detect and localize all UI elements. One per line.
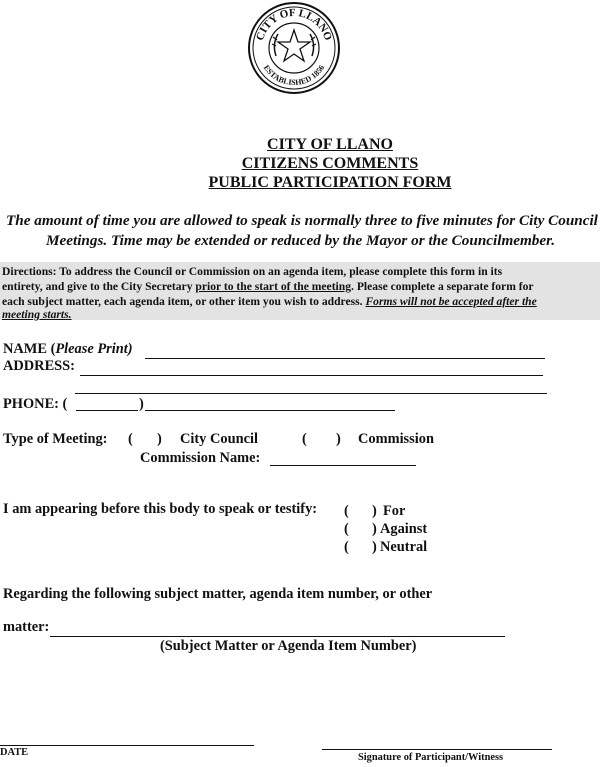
date-label: DATE xyxy=(0,747,29,758)
commission-name-label: Commission Name: xyxy=(140,450,261,466)
phone-close-paren: ) xyxy=(139,396,144,412)
matter-label: matter: xyxy=(3,619,50,635)
form-title-city: CITY OF LLANO xyxy=(267,136,393,153)
address-field-line-1[interactable] xyxy=(80,375,543,376)
option-for: For xyxy=(383,503,406,519)
signature-field[interactable] xyxy=(322,749,552,750)
date-field[interactable] xyxy=(0,745,254,746)
appearance-label: I am appearing before this body to speak or testify: xyxy=(3,501,318,517)
name-label-hint: Please Print) xyxy=(55,341,133,357)
subject-matter-field[interactable] xyxy=(50,636,505,637)
directions-line-1: Directions: To address the Council or Commission on an agenda item, please complete this form in its xyxy=(2,265,503,278)
against-checkbox-close[interactable]: ) xyxy=(372,521,377,537)
directions-line-2-end: . Please complete a separate form for xyxy=(351,280,534,293)
city-seal xyxy=(246,0,342,96)
option-against: Against xyxy=(380,521,428,537)
subject-matter-caption: (Subject Matter or Agenda Item Number) xyxy=(160,638,417,654)
commission-label: Commission xyxy=(358,431,434,447)
directions-warning: Forms will not be accepted after the xyxy=(365,295,537,308)
city-seal-graphic xyxy=(246,0,342,96)
directions-line-3-text: each subject matter, each agenda item, or other item you wish to address. xyxy=(2,295,366,308)
form-title-citizens: CITIZENS COMMENTS xyxy=(241,155,419,172)
for-checkbox-close[interactable]: ) xyxy=(372,503,377,519)
city-council-label: City Council xyxy=(180,431,258,447)
for-checkbox-open[interactable]: ( xyxy=(344,503,349,519)
neutral-checkbox-open[interactable]: ( xyxy=(344,539,349,555)
intro-line-2: Meetings. Time may be extended or reduced by the Mayor or the Councilmember. xyxy=(46,232,556,249)
phone-number-field[interactable] xyxy=(145,410,395,411)
name-field[interactable] xyxy=(145,358,545,359)
option-neutral: Neutral xyxy=(380,539,428,555)
city-council-checkbox-open[interactable]: ( xyxy=(128,431,133,447)
regarding-label: Regarding the following subject matter, agenda item number, or other xyxy=(3,586,433,602)
directions-line-4: meeting starts. xyxy=(2,308,72,321)
address-field-line-2[interactable] xyxy=(75,393,547,394)
svg-text:ESTABLISHED 1856: ESTABLISHED 1856 xyxy=(261,63,327,88)
commission-checkbox-close[interactable]: ) xyxy=(336,431,341,447)
commission-checkbox-open[interactable]: ( xyxy=(302,431,307,447)
directions-line-2 xyxy=(2,280,534,293)
form-title-participation: PUBLIC PARTICIPATION FORM xyxy=(208,174,452,191)
name-label-text: NAME ( xyxy=(3,341,56,357)
name-label xyxy=(3,341,133,358)
signature-label: Signature of Participant/Witness xyxy=(358,752,504,763)
intro-line-1: The amount of time you are allowed to speak is normally three to five minutes for City Council xyxy=(6,212,598,229)
phone-label: PHONE: ( xyxy=(3,396,68,412)
svg-text:CITY OF LLANO: CITY OF LLANO xyxy=(254,6,335,43)
meeting-type-label: Type of Meeting: xyxy=(3,431,108,447)
phone-area-code-field[interactable] xyxy=(76,410,138,411)
address-label: ADDRESS: xyxy=(3,358,75,374)
directions-line-3 xyxy=(2,295,537,308)
city-council-checkbox-close[interactable]: ) xyxy=(157,431,162,447)
commission-name-field[interactable] xyxy=(270,465,416,466)
against-checkbox-open[interactable]: ( xyxy=(344,521,349,537)
directions-deadline: prior to the start of the meeting xyxy=(195,280,352,293)
directions-line-2-text: entirety, and give to the City Secretary xyxy=(2,280,196,293)
neutral-checkbox-close[interactable]: ) xyxy=(372,539,377,555)
